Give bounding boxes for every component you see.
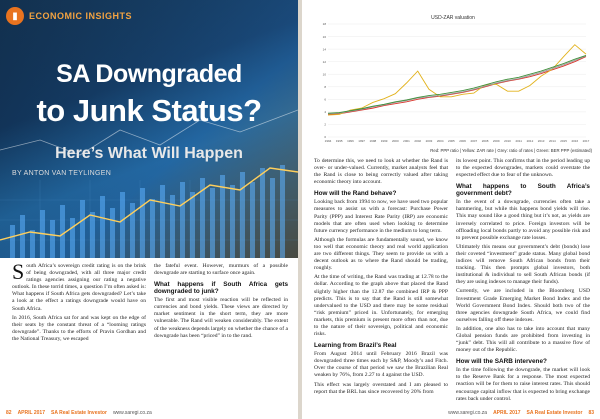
- paragraph: From August 2014 until February 2016 Brazil was downgraded three times each by S&P, Moody’s and Fitch. Over the course of that period we saw the Brazilian Real weaken by 76%, from 2.27 to 4 against the USD.: [314, 351, 448, 379]
- paragraph: The first and most visible reaction will be reflected in currencies and bond yields. These views are directed by market sentiment in the short term, they are more vulnerable. The Rand will weaken considerably. The extent of the weakness depends largely on whether the chance of a downgrade has been “priced” in to the rand.: [154, 297, 288, 339]
- y-tick-label: 14: [322, 47, 326, 52]
- series-line-zar-rate: [328, 45, 586, 115]
- x-tick-label: 1996: [347, 139, 354, 143]
- chart-title: USD-ZAR valuation: [431, 15, 475, 21]
- usd-zar-chart: [314, 12, 592, 147]
- issue-date: APRIL 2017: [493, 410, 521, 416]
- paragraph: To determine this, we need to look at whether the Rand is over- or under-valued. Currently, market analysts feel that the Rand is close to being correctly valued after taking economic theory into account.: [314, 158, 448, 186]
- paragraph: Ultimately this means our government’s debt (bonds) lose their coveted “investment” grade status. Many global bond indices will remove South African bonds from their tracking. This then prompts global investors, both institutional & individual to sell South African bonds (if they are using indexes to manage their funds).: [456, 243, 590, 286]
- paragraph: At the time of writing, the Rand was trading at 12.78 to the dollar. According to the graph above that placed the Rand slightly higher than the 12.87 the combined IRP & PPP predicts. This is to say that the Rand is still somewhat undervalued to the USD and there may be some residual “risk premium” priced in. Unfortunately, for emerging markets, this premium is present more often than not, due to the nature of their sovereign, political and economic risks.: [314, 274, 448, 338]
- x-tick-label: 2006: [459, 139, 466, 143]
- x-tick-label: 1995: [335, 139, 343, 143]
- x-tick-label: 2012: [526, 139, 534, 143]
- paragraph: In the event of a downgrade, currencies often take a hammering, but while this happens bond yields will rise. This may sound like a good thing but it’s not, as yields are inversely correlated to price. Foreign investors will be offloading local bonds partly to avoid any possible risk and to prevent possible exchange rate losses.: [456, 199, 590, 241]
- x-tick-label: 2011: [515, 139, 522, 143]
- left-footer: [6, 410, 152, 416]
- y-tick-label: 18: [322, 22, 326, 27]
- right-page: [302, 0, 600, 419]
- x-tick-label: 2015: [560, 139, 567, 143]
- headline-line-2: to Junk Status?: [36, 93, 262, 128]
- right-footer: [448, 410, 594, 416]
- x-tick-label: 2008: [481, 139, 489, 143]
- headline-line-1: SA Downgraded: [56, 60, 242, 88]
- y-tick-label: 2: [324, 122, 326, 127]
- website-link[interactable]: www.saregi.co.za: [112, 410, 152, 416]
- x-tick-label: 2010: [504, 139, 511, 143]
- x-tick-label: 2002: [414, 139, 422, 143]
- page-number: 82: [6, 410, 12, 416]
- y-tick-label: 12: [322, 59, 326, 64]
- x-tick-label: 2003: [425, 139, 433, 143]
- left-page: [0, 0, 298, 419]
- x-tick-label: 2005: [448, 139, 455, 143]
- x-tick-label: 2001: [403, 139, 410, 143]
- x-tick-label: 2017: [582, 139, 590, 143]
- x-tick-label: 2016: [571, 139, 579, 143]
- y-tick-label: 8: [324, 84, 326, 89]
- section-label: ECONOMIC INSIGHTS: [29, 11, 133, 21]
- paragraph: Currently, we are included in the Bloomberg USD Investment Grade Emerging Market Bond Index and the World Government Bond Index. Should both two of the three agencies downgrade South Africa, we could find ourselves falling off these indexes.: [456, 288, 590, 323]
- magazine-name: SA Real Estate Investor: [50, 410, 107, 416]
- subheading: What happens to South Africa’s government debt?: [456, 183, 590, 198]
- paragraph: In 2016, South Africa sat for and was kept on the edge of their seats by the constant threat of a “looming ratings downgrade”. Thanks to the efforts of Pravin Gordhan and the National Treasury, we escaped: [12, 314, 146, 342]
- x-tick-label: 1998: [369, 139, 377, 143]
- chart-bars-icon: ▮: [6, 7, 24, 25]
- x-tick-label: 1994: [324, 139, 332, 143]
- paragraph: the fateful event. However, murmurs of a possible downgrade are starting to surface once again.: [154, 263, 288, 277]
- series-line-ber-ppp-estimated-: [328, 55, 586, 113]
- paragraph: In the time following the downgrade, the market will look to the Reserve Bank for a response. The most expected reaction will be for them to raise interest rates. This should encourage capital inflow that is expected to bring exchange rates back under control.: [456, 367, 590, 402]
- left-column-2: [154, 263, 288, 342]
- y-tick-label: 6: [324, 97, 326, 102]
- y-tick-label: 10: [322, 72, 326, 77]
- subheading: How will the Rand behave?: [314, 190, 397, 198]
- subheading: What happens if South Africa gets downgraded to junk?: [154, 281, 288, 296]
- x-tick-label: 1999: [380, 139, 388, 143]
- byline: BY ANTON VAN TEYLINGEN: [12, 170, 112, 177]
- x-tick-label: 2009: [492, 139, 500, 143]
- paragraph: In addition, one also has to take into account that many Global pension funds are prohibited from investing in “junk” debt. This will all contribute to a massive flow of money out of the Republic.: [456, 325, 590, 354]
- x-tick-label: 1997: [358, 139, 365, 143]
- paragraph: This effect was largely overstated and I am pleased to report that the BRL has since recovered by 20% from: [314, 381, 448, 395]
- paragraph: Although the formulas are fundamentally sound, we know too well that economic theory and real world application are two different things. They seem to provide us with a decent outlook as to where the Rand should be trading, roughly.: [314, 236, 448, 272]
- y-tick-label: 16: [322, 34, 326, 39]
- page-number: 83: [588, 410, 594, 416]
- left-column-1: [12, 259, 146, 345]
- dropcap: S: [12, 259, 25, 284]
- website-link[interactable]: www.saregi.co.za: [448, 410, 488, 416]
- subheading: Learning from Brazil’s Real: [314, 342, 397, 350]
- hero-image: [0, 0, 298, 258]
- magazine-name: SA Real Estate Investor: [526, 410, 583, 416]
- x-tick-label: 2007: [470, 139, 478, 143]
- paragraph: outh Africa’s sovereign credit rating is on the brink of being downgraded, with all three major credit ratings agencies assigning our rating a negative outlook. In these torrid times, a question I’m often asked is: What happens if South Africa gets downgraded? Let’s take a look at the effect a ratings downgrade would have on South Africa.: [12, 263, 146, 312]
- chart-legend: Red: PPP ratio | Yellow: ZAR rate | Grey: ratio of rates | Green: BER PPP (estimated): [430, 148, 592, 153]
- y-tick-label: 0: [324, 135, 326, 140]
- x-tick-label: 2014: [549, 139, 556, 143]
- x-tick-label: 2000: [391, 139, 399, 143]
- x-tick-label: 2004: [436, 139, 444, 143]
- x-tick-label: 2013: [537, 139, 545, 143]
- y-tick-label: 4: [324, 110, 326, 115]
- hero-background-graphic: [0, 0, 298, 258]
- right-column-2: [456, 158, 590, 405]
- paragraph: its lowest point. This confirms that in the period leading up to the expected downgrades, markets could overstate the expected effect due to fear of the unknown.: [456, 158, 590, 179]
- subheading: How will the SARB intervene?: [456, 358, 547, 366]
- headline-line-3: Here’s What Will Happen: [55, 145, 243, 162]
- section-tag: [6, 7, 132, 25]
- right-column-1: [314, 158, 448, 398]
- issue-date: APRIL 2017: [17, 410, 45, 416]
- paragraph: Looking back from 1994 to now, we have used two popular measures to assist us with a forecast: Purchase Power Parity (PPP) and Interest Rate Parity (IRP) are economic models that are often used when looking to determine future currency performance in the medium to long term.: [314, 199, 448, 234]
